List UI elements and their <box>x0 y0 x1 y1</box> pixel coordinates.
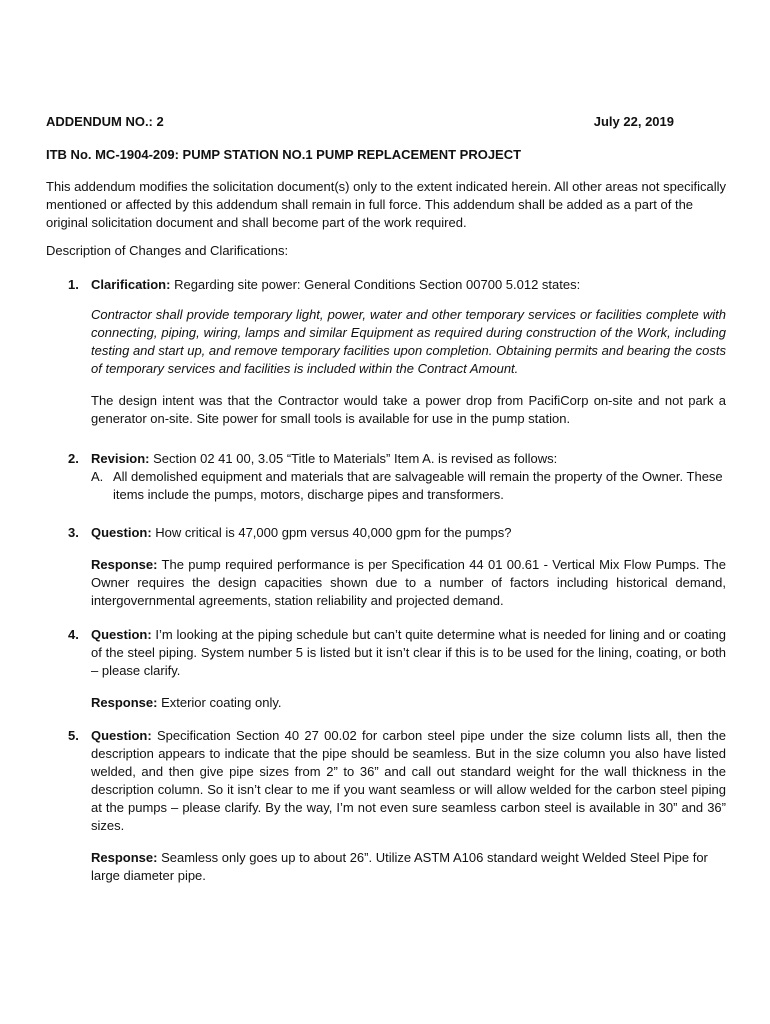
item-text: Regarding site power: General Conditions Section 00700 5.012 states: <box>170 277 581 292</box>
sub-item-letter: A. <box>91 469 104 484</box>
response-text: Seamless only goes up to about 26”. Utilize ASTM A106 standard weight Welded Steel Pipe for large diameter pipe. <box>91 850 708 883</box>
item-number: 1. <box>68 277 79 292</box>
response-text: The pump required performance is per Specification 44 01 00.61 - Vertical Mix Flow Pumps. The Owner requires the design capacities shown due to a number of factors including historical demand, intergovernmental agreements, station reliability and projected demand. <box>91 557 726 608</box>
response-label: Response: <box>91 850 158 865</box>
sub-item-a <box>91 468 726 504</box>
description-heading: Description of Changes and Clarifications: <box>46 243 289 258</box>
item-text: Section 02 41 00, 3.05 “Title to Materials” Item A. is revised as follows: <box>149 451 558 466</box>
question-text: Specification Section 40 27 00.02 for carbon steel pipe under the size column lists all, then the description appears to indicate that the pipe should be seamless. But in the size column you also have listed welded, and then give pipe sizes from 2” to 36” and call out standard weight for the wall thickness in the description column. So it isn’t clear to me if you want seamless or will allow welded for the carbon steel piping at the pumps – please clarify. By the way, I’m not even sure seamless carbon steel is available in 30” and 36” sizes. <box>91 728 726 833</box>
item-number: 2. <box>68 451 79 466</box>
itb-title: ITB No. MC-1904-209: PUMP STATION NO.1 PUMP REPLACEMENT PROJECT <box>46 147 522 162</box>
addendum-date: July 22, 2019 <box>593 114 674 129</box>
question-text: I’m looking at the piping schedule but can’t quite determine what is needed for lining and or coating of the steel piping. System number 5 is listed but it isn’t clear if this is to be used for the lining, coating, or both – please clarify. <box>91 627 726 678</box>
addendum-number: ADDENDUM NO.: 2 <box>46 114 164 129</box>
list-item-5 <box>46 727 726 885</box>
response-text: Exterior coating only. <box>157 695 282 710</box>
item-number: 3. <box>68 525 79 540</box>
item-number: 5. <box>68 728 79 743</box>
quoted-conditions: Contractor shall provide temporary light, power, water and other temporary services or facilities complete with connecting, piping, wiring, lamps and similar Equipment as required during construction of the Work, including testing and start up, and remove temporary facilities upon completion. Obtaining permits and bearing the costs of temporary services and facilities is included within the Contract Amount. <box>91 307 726 376</box>
list-item-3 <box>46 524 726 610</box>
question-label: Question: <box>91 525 152 540</box>
document-header <box>46 114 674 129</box>
response-label: Response: <box>91 695 158 710</box>
item-number: 4. <box>68 627 79 642</box>
question-label: Question: <box>91 627 152 642</box>
item-label: Clarification: <box>91 277 171 292</box>
response-label: Response: <box>91 557 158 572</box>
question-label: Question: <box>91 728 152 743</box>
design-intent-note: The design intent was that the Contractor would take a power drop from PacifiCorp on-site and not park a generator on-site. Site power for small tools is available for use in the pump station. <box>91 393 726 426</box>
sub-item-text: All demolished equipment and materials that are salvageable will remain the property of the Owner. These items include the pumps, motors, discharge pipes and transformers. <box>113 469 723 502</box>
list-item-1 <box>46 276 726 428</box>
list-item-2 <box>46 450 726 504</box>
intro-paragraph: This addendum modifies the solicitation document(s) only to the extent indicated herein. All other areas not specifically mentioned or affected by this addendum shall remain in full force. This addendum shall be added as a part of the original solicitation document and shall become part of the work required. <box>46 179 726 230</box>
question-text: How critical is 47,000 gpm versus 40,000 gpm for the pumps? <box>151 525 512 540</box>
item-label: Revision: <box>91 451 150 466</box>
list-item-4 <box>46 626 726 712</box>
